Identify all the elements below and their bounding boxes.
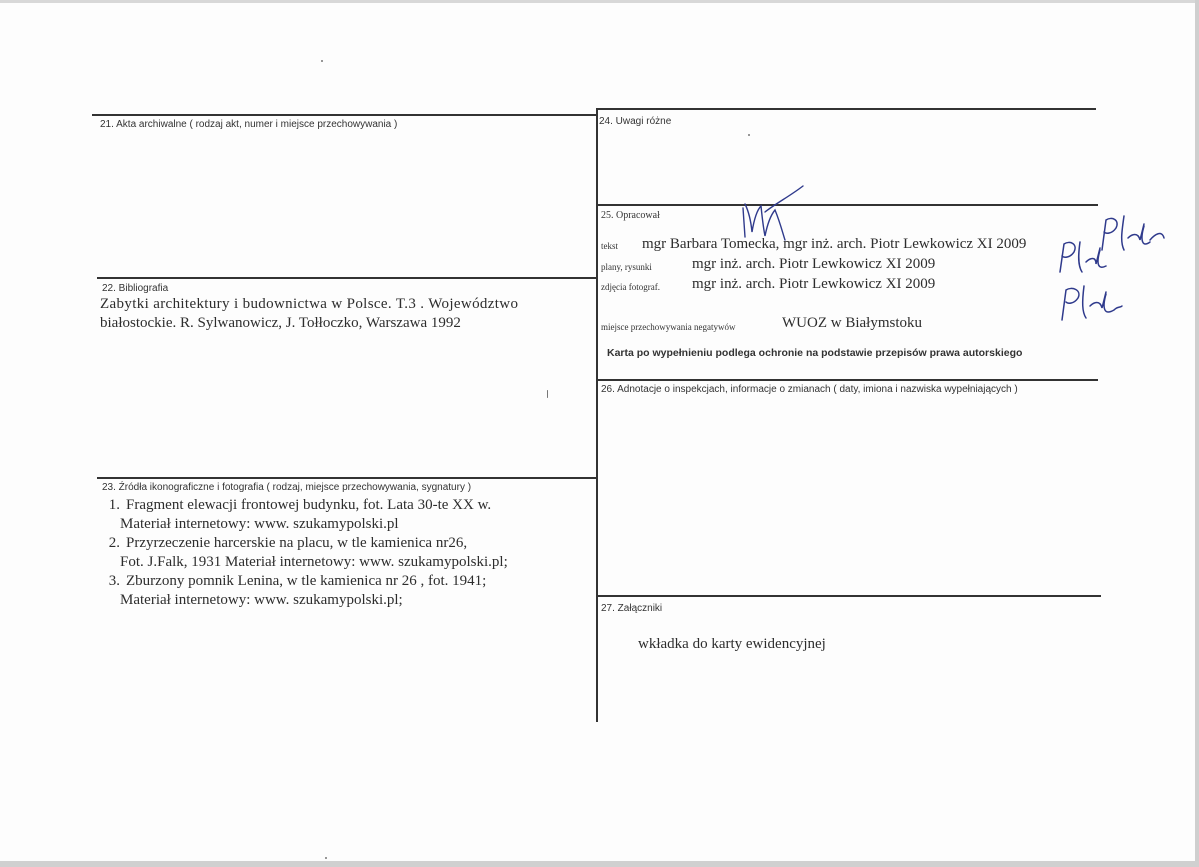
scan-edge-top <box>0 0 1199 3</box>
zdjecia-label: zdjęcia fotograf. <box>601 282 660 292</box>
section-24-label: 24. Uwagi różne <box>599 116 672 127</box>
scan-speck <box>547 390 548 398</box>
tekst-value: mgr Barbara Tomecka, mgr inż. arch. Piotr Lewkowicz XI 2009 <box>642 236 1027 252</box>
scan-speck <box>321 60 323 62</box>
miejsce-label: miejsce przechowywania negatywów <box>601 322 736 332</box>
list-item-continuation: Materiał internetowy: www. szukamypolski.pl <box>120 516 399 532</box>
attachments-value: wkładka do karty ewidencyjnej <box>638 636 826 652</box>
divider-vertical <box>596 108 598 722</box>
bibliography-line-1: Zabytki architektury i budownictwa w Polsce. T.3 . Województwo <box>100 296 519 312</box>
iconographic-sources-list <box>100 496 508 610</box>
rule-above-26 <box>596 379 1098 381</box>
list-item-continuation: Fot. J.Falk, 1931 Materiał internetowy: www. szukamypolski.pl; <box>120 554 508 570</box>
plany-label: plany, rysunki <box>601 262 652 272</box>
scan-edge-right <box>1195 0 1199 867</box>
scan-edge-bottom <box>0 861 1199 867</box>
plany-value: mgr inż. arch. Piotr Lewkowicz XI 2009 <box>692 256 936 272</box>
section-27-label: 27. Załączniki <box>601 603 663 614</box>
miejsce-value: WUOZ w Białymstoku <box>782 315 922 331</box>
rule-above-23 <box>97 477 597 479</box>
copyright-note: Karta po wypełnieniu podlega ochronie na podstawie przepisów prawa autorskiego <box>607 347 1023 359</box>
list-item: 3. Zburzony pomnik Lenina, w tle kamienica nr 26 , fot. 1941; <box>108 573 487 589</box>
scan-speck <box>325 857 327 859</box>
rule-top-right <box>596 108 1096 110</box>
list-item: 1. Fragment elewacji frontowej budynku, fot. Lata 30-te XX w. <box>108 497 492 513</box>
handwritten-initials <box>1040 210 1180 325</box>
section-23-label: 23. Źródła ikonograficzne i fotografia ( rodzaj, miejsce przechowywania, sygnatury ) <box>102 482 472 493</box>
section-21-label: 21. Akta archiwalne ( rodzaj akt, numer i miejsce przechowywania ) <box>100 119 398 130</box>
bibliography-line-2: białostockie. R. Sylwanowicz, J. Tołłoczko, Warszawa 1992 <box>100 315 461 331</box>
section-26-label: 26. Adnotacje o inspekcjach, informacje o zmianach ( daty, imiona i nazwiska wypełniających ) <box>601 384 1018 395</box>
tekst-label: tekst <box>601 241 618 251</box>
section-25-label: 25. Opracował <box>601 210 660 221</box>
zdjecia-value: mgr inż. arch. Piotr Lewkowicz XI 2009 <box>692 276 936 292</box>
rule-top-left <box>92 114 597 116</box>
handwritten-signature <box>735 182 810 247</box>
rule-above-25 <box>596 204 1098 206</box>
list-item-continuation: Materiał internetowy: www. szukamypolski.pl; <box>120 592 403 608</box>
list-item: 2. Przyrzeczenie harcerskie na placu, w tle kamienica nr26, <box>108 535 468 551</box>
section-22-label: 22. Bibliografia <box>102 283 169 294</box>
rule-above-27 <box>596 595 1101 597</box>
scan-speck <box>748 134 750 136</box>
rule-above-22 <box>97 277 597 279</box>
